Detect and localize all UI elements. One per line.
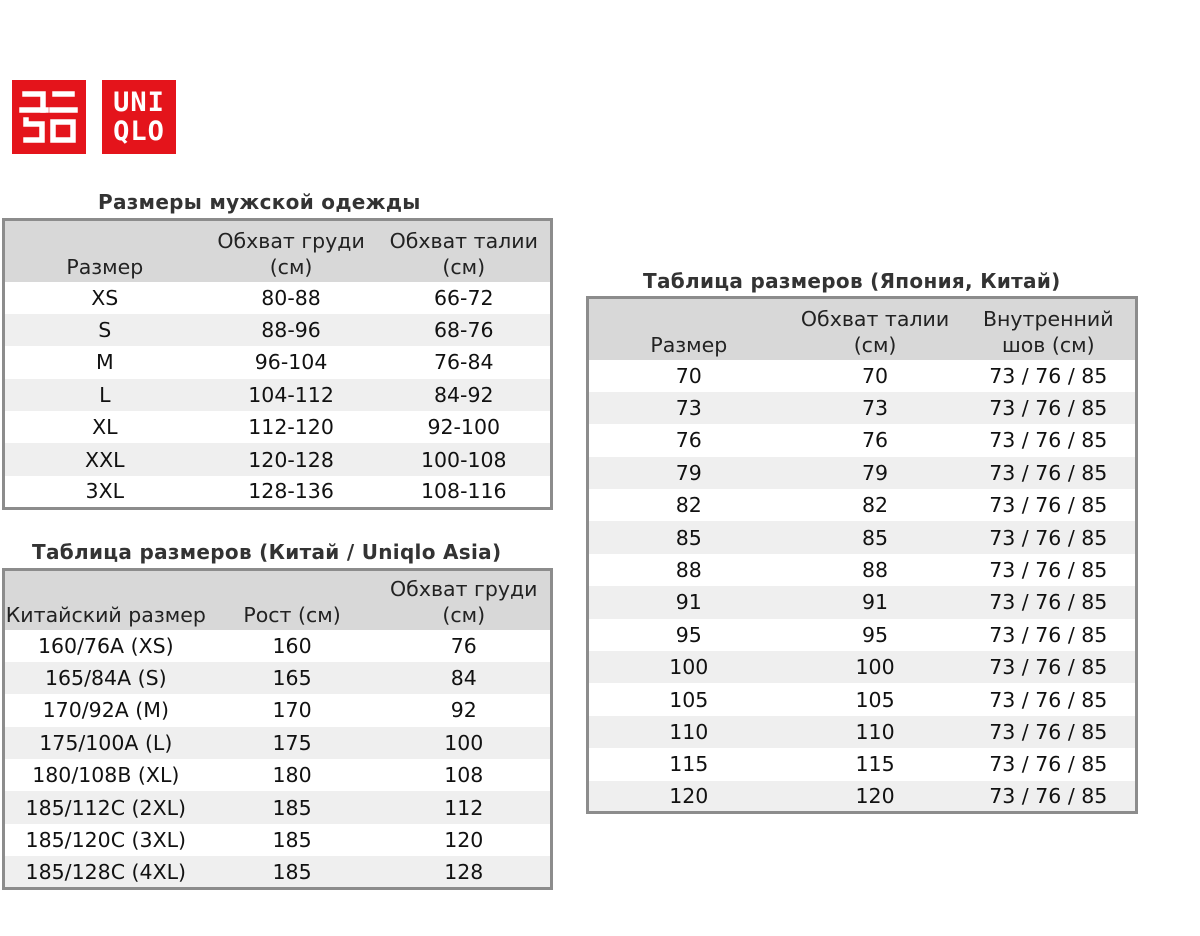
table-cell: 70 [588,360,789,392]
table-row [588,392,1137,424]
table-cell: 170/92A (M) [4,694,207,726]
table-row [4,476,552,508]
column-header: Обхват талии (см) [378,220,552,282]
table-cell: 92-100 [378,411,552,443]
table-row [4,282,552,314]
table-cell: 95 [789,619,962,651]
table-cell: 112-120 [205,411,378,443]
table-cell: 76 [378,630,552,662]
table-cell: 110 [789,716,962,748]
uniqlo-logo [12,80,176,154]
table-row [588,521,1137,553]
table-row [588,457,1137,489]
table-cell: 73 / 76 / 85 [962,424,1137,456]
logo-latin-bottom: QLO [113,116,165,147]
table-cell: 82 [789,489,962,521]
table-cell: 165 [207,662,378,694]
table-cell: 96-104 [205,346,378,378]
table-cell: 120 [789,781,962,813]
table-row [588,424,1137,456]
logo-latin-top: UNI [113,87,165,118]
table-cell: S [4,314,205,346]
table-cell: 73 [789,392,962,424]
mens-size-table [2,218,553,510]
table-cell: 108-116 [378,476,552,508]
asia-size-table [2,568,553,890]
asia-table-title: Таблица размеров (Китай / Uniqlo Asia) [32,540,502,564]
table-row [4,791,552,823]
table-row [588,716,1137,748]
table-cell: 88 [789,554,962,586]
table-cell: 180/108B (XL) [4,759,207,791]
table-cell: 120-128 [205,443,378,475]
table-row [588,554,1137,586]
table-cell: XL [4,411,205,443]
table-cell: 73 / 76 / 85 [962,651,1137,683]
table-row [4,346,552,378]
table-cell: 170 [207,694,378,726]
table-cell: 128-136 [205,476,378,508]
table-cell: 73 / 76 / 85 [962,716,1137,748]
table-row [588,651,1137,683]
table-cell: XS [4,282,205,314]
table-cell: 115 [588,748,789,780]
table-cell: M [4,346,205,378]
table-cell: 88-96 [205,314,378,346]
table-row [588,748,1137,780]
table-cell: 73 / 76 / 85 [962,392,1137,424]
table-cell: 73 / 76 / 85 [962,748,1137,780]
table-cell: 175/100A (L) [4,727,207,759]
table-cell: 160/76A (XS) [4,630,207,662]
table-cell: 112 [378,791,552,823]
table-row [4,824,552,856]
table-cell: 180 [207,759,378,791]
column-header: Размер [4,220,205,282]
table-row [4,411,552,443]
column-header: Размер [588,298,789,360]
table-cell: 76-84 [378,346,552,378]
table-cell: 85 [789,521,962,553]
table-cell: 120 [378,824,552,856]
table-cell: 84 [378,662,552,694]
table-cell: 76 [588,424,789,456]
table-cell: 92 [378,694,552,726]
table-cell: 108 [378,759,552,791]
table-cell: 70 [789,360,962,392]
table-cell: 175 [207,727,378,759]
table-row [4,443,552,475]
table-cell: 73 / 76 / 85 [962,521,1137,553]
table-cell: 79 [789,457,962,489]
table-row [4,314,552,346]
table-cell: 110 [588,716,789,748]
table-row [588,781,1137,813]
table-row [588,683,1137,715]
table-row [4,759,552,791]
column-header: Обхват талии (см) [789,298,962,360]
table-cell: 91 [588,586,789,618]
table-cell: 105 [588,683,789,715]
japan-size-table [586,296,1138,814]
column-header: Китайский размер [4,570,207,630]
table-row [588,586,1137,618]
table-cell: 73 / 76 / 85 [962,554,1137,586]
table-cell: 84-92 [378,379,552,411]
table-cell: 104-112 [205,379,378,411]
table-cell: 73 / 76 / 85 [962,619,1137,651]
table-cell: 115 [789,748,962,780]
table-cell: 160 [207,630,378,662]
table-row [588,489,1137,521]
table-cell: 76 [789,424,962,456]
table-cell: 105 [789,683,962,715]
table-cell: 185 [207,791,378,823]
table-cell: 165/84A (S) [4,662,207,694]
table-cell: 100 [378,727,552,759]
table-cell: 85 [588,521,789,553]
table-row [4,662,552,694]
table-cell: 120 [588,781,789,813]
table-cell: 3XL [4,476,205,508]
table-cell: 185 [207,856,378,888]
table-cell: L [4,379,205,411]
table-cell: 73 [588,392,789,424]
mens-table-title: Размеры мужской одежды [98,190,421,214]
table-cell: 185/112C (2XL) [4,791,207,823]
table-cell: 100-108 [378,443,552,475]
table-row [4,727,552,759]
table-cell: 73 / 76 / 85 [962,683,1137,715]
table-cell: 100 [789,651,962,683]
table-row [4,630,552,662]
table-cell: 73 / 76 / 85 [962,360,1137,392]
uniqlo-katakana-logo-icon [12,80,86,154]
column-header: Обхват груди (см) [205,220,378,282]
table-cell: 91 [789,586,962,618]
table-row [4,379,552,411]
uniqlo-latin-logo [102,80,176,154]
table-cell: 185/120C (3XL) [4,824,207,856]
table-cell: 100 [588,651,789,683]
table-cell: 185 [207,824,378,856]
table-cell: 73 / 76 / 85 [962,457,1137,489]
table-row [588,360,1137,392]
table-row [4,694,552,726]
column-header: Рост (см) [207,570,378,630]
table-cell: 79 [588,457,789,489]
table-cell: 66-72 [378,282,552,314]
column-header: Обхват груди (см) [378,570,552,630]
table-cell: 73 / 76 / 85 [962,586,1137,618]
table-cell: 73 / 76 / 85 [962,781,1137,813]
table-cell: 88 [588,554,789,586]
table-cell: 82 [588,489,789,521]
table-cell: 80-88 [205,282,378,314]
table-cell: 128 [378,856,552,888]
table-row [4,856,552,888]
column-header: Внутренний шов (см) [962,298,1137,360]
table-cell: XXL [4,443,205,475]
table-cell: 68-76 [378,314,552,346]
table-cell: 73 / 76 / 85 [962,489,1137,521]
japan-table-title: Таблица размеров (Япония, Китай) [643,269,1061,293]
table-cell: 185/128C (4XL) [4,856,207,888]
table-cell: 95 [588,619,789,651]
table-row [588,619,1137,651]
